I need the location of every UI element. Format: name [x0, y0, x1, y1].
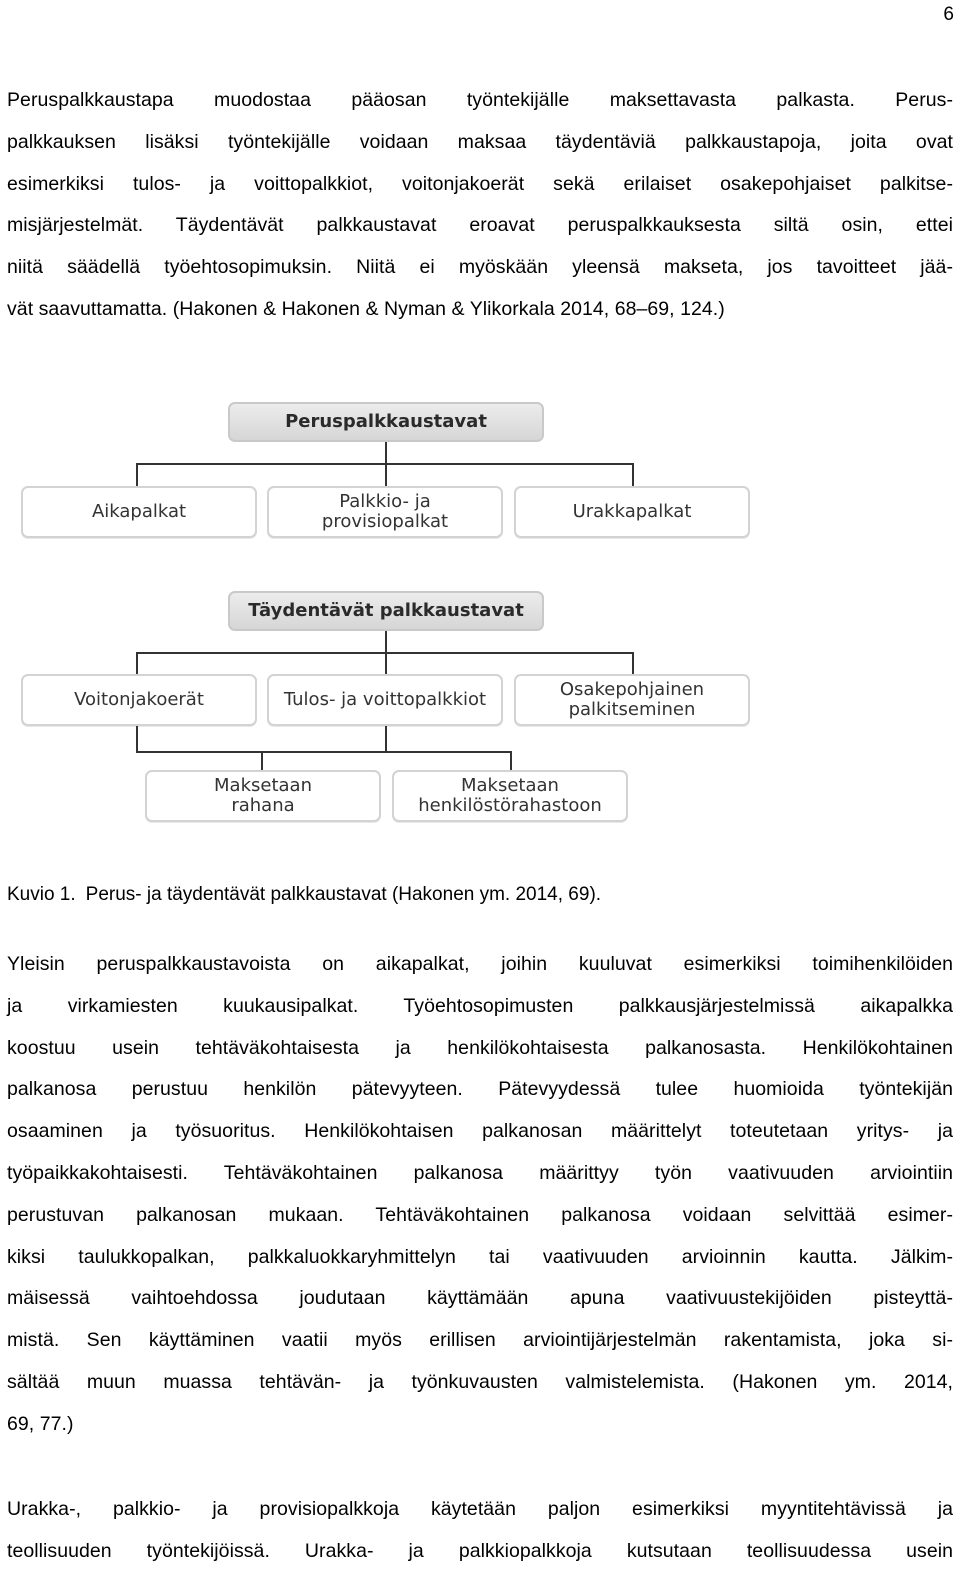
caption-text: Perus- ja täydentävät palkkaustavat (Hakonen ym. 2014, 69).	[85, 884, 602, 905]
paragraph-line: mäisessä vaihtoehdossa joudutaan käyttämään apuna vaativuustekijöiden pisteyttä-	[7, 1287, 953, 1310]
connector-line	[136, 463, 138, 487]
paragraph-line: Peruspalkkaustapa muodostaa pääosan työntekijälle maksettavasta palkasta. Perus-	[7, 89, 953, 111]
connector-line	[632, 652, 634, 676]
box-label: Tulos- ja voittopalkkiot	[283, 689, 487, 710]
box-label: Palkkio- ja provisiopalkat	[321, 491, 449, 532]
paragraph-line: teollisuuden työntekijöissä. Urakka- ja palkkiopalkkoja kutsutaan teollisuudessa usein	[7, 1539, 953, 1562]
paragraph-line: esimerkiksi tulos- ja voittopalkkiot, voitonjakoerät sekä erilaiset osakepohjaiset palkitse-	[7, 172, 953, 195]
connector-line	[632, 463, 634, 487]
paragraph-line: osaaminen ja työsuoritus. Henkilökohtaisen palkanosan määrittelyt toteutetaan yritys- ja	[7, 1120, 953, 1143]
paragraph-line: 69, 77.)	[7, 1412, 74, 1435]
body-paragraph	[7, 944, 953, 1446]
box-profit-sharing	[21, 674, 257, 726]
connector-line	[385, 652, 387, 676]
connector-line	[385, 463, 387, 487]
box-time-pay	[21, 486, 257, 538]
paragraph-line: Yleisin peruspalkkaustavoista on aikapalkat, joihin kuuluvat esimerkiksi toimihenkilöiden	[7, 953, 953, 975]
header-box-basic-pay	[228, 402, 544, 442]
header-box-supplementary-pay	[228, 591, 544, 631]
paragraph-line: kiksi taulukkopalkan, palkkaluokkaryhmittelyn tai vaativuuden arvioinnin kautta. Jälkim-	[7, 1245, 953, 1268]
paragraph-line: palkanosa perustuu henkilön pätevyyteen. Pätevyydessä tulee huomioida työntekijän	[7, 1078, 953, 1101]
paragraph-line: niitä säädellä työehtosopimuksin. Niitä ei myöskään yleensä makseta, jos tavoitteet jää-	[7, 256, 953, 279]
paragraph-line: mistä. Sen käyttäminen vaatii myös erillisen arviointijärjestelmän rakentamista, joka si-	[7, 1329, 953, 1352]
paragraph-line: sältää muun muassa tehtävän- ja työnkuvausten valmistelemista. (Hakonen ym. 2014,	[7, 1370, 953, 1393]
connector-line	[261, 751, 263, 771]
box-label: Voitonjakoerät	[74, 689, 204, 710]
box-piece-pay	[514, 486, 750, 538]
header-box-label: Peruspalkkaustavat	[285, 411, 487, 432]
paragraph-line: Urakka-, palkkio- ja provisiopalkkoja käytetään paljon esimerkiksi myyntitehtävissä ja	[7, 1498, 953, 1520]
box-paid-in-cash	[145, 770, 381, 822]
connector-line	[385, 726, 387, 753]
pay-methods-diagram	[0, 380, 960, 850]
connector-line	[385, 631, 387, 653]
header-box-label: Täydentävät palkkaustavat	[248, 600, 524, 621]
paragraph-line: perustuvan palkanosan mukaan. Tehtäväkohtainen palkanosa voidaan selvittää esimer-	[7, 1203, 953, 1226]
box-label: Osakepohjainen palkitseminen	[559, 679, 705, 720]
paragraph-line: koostuu usein tehtäväkohtaisesta ja henkilökohtaisesta palkanosasta. Henkilökohtainen	[7, 1036, 953, 1059]
box-label: Urakkapalkat	[572, 501, 692, 522]
page-number: 6	[943, 4, 954, 25]
box-label: Aikapalkat	[91, 501, 187, 522]
connector-line	[385, 442, 387, 464]
closing-paragraph	[7, 1489, 953, 1573]
box-share-based-rewards	[514, 674, 750, 726]
connector-line	[136, 652, 138, 676]
caption-label: Kuvio 1.	[7, 884, 76, 905]
intro-paragraph	[7, 80, 953, 331]
connector-line	[510, 751, 512, 771]
box-paid-to-personnel-fund	[392, 770, 628, 822]
connector-line	[136, 726, 138, 752]
paragraph-line: ja virkamiesten kuukausipalkat. Työehtosopimusten palkkausjärjestelmissä aikapalkka	[7, 994, 953, 1017]
box-performance-bonuses	[267, 674, 503, 726]
box-label: Maksetaan rahana	[214, 775, 312, 816]
paragraph-line: työpaikkakohtaisesti. Tehtäväkohtainen palkanosa määrittyy työn vaativuuden arviointiin	[7, 1161, 953, 1184]
paragraph-line: palkkauksen lisäksi työntekijälle voidaan maksaa täydentäviä palkkaustapoja, joita ovat	[7, 130, 953, 153]
connector-line	[385, 751, 511, 753]
box-commission-pay	[267, 486, 503, 538]
paragraph-line: misjärjestelmät. Täydentävät palkkaustavat eroavat peruspalkkauksesta siltä osin, ettei	[7, 214, 953, 237]
paragraph-line: vät saavuttamatta. (Hakonen & Hakonen & Nyman & Ylikorkala 2014, 68–69, 124.)	[7, 297, 725, 320]
figure-caption	[7, 884, 601, 906]
box-label: Maksetaan henkilöstörahastoon	[418, 775, 602, 816]
